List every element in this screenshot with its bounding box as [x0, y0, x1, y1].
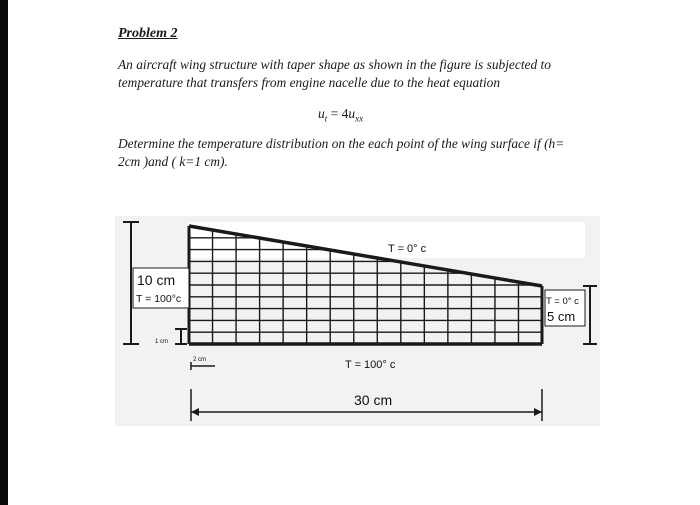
problem-intro — [118, 56, 638, 92]
eq-coef: 4 — [341, 106, 349, 121]
task-line-1: Determine the temperature distribution on the each point of the wing surface if (h= — [118, 136, 565, 151]
length-label: 30 cm — [354, 392, 393, 408]
document-page — [8, 0, 700, 505]
h-step-label: 2 cm — [193, 357, 207, 363]
wing-figure — [115, 216, 600, 426]
eq-lhs-var: u — [318, 106, 325, 121]
k-step-label: 1 cm — [155, 339, 169, 345]
eq-rhs-var: u — [348, 106, 356, 121]
left-height-label: 10 cm — [137, 272, 176, 288]
problem-task — [118, 135, 638, 171]
top-temp-label: T = 0° c — [388, 243, 427, 255]
intro-line-2: temperature that transfers from engine nacelle due to the heat equation — [118, 75, 501, 90]
heat-equation — [318, 106, 363, 124]
eq-equals: = — [327, 106, 342, 121]
problem-heading: Problem 2 — [118, 26, 178, 41]
eq-rhs-sub: xx — [355, 113, 364, 124]
intro-line-1: An aircraft wing structure with taper shape as shown in the figure is subjected to — [118, 57, 551, 72]
left-temp-label: T = 100°c — [136, 293, 182, 305]
bottom-temp-label: T = 100° c — [345, 359, 396, 371]
right-height-label: 5 cm — [547, 309, 576, 324]
eq-lhs-sub: t — [324, 113, 328, 124]
figure-top-patch — [189, 222, 585, 258]
task-line-2: 2cm )and ( k=1 cm). — [118, 154, 228, 169]
right-temp-label: T = 0° c — [546, 296, 579, 307]
